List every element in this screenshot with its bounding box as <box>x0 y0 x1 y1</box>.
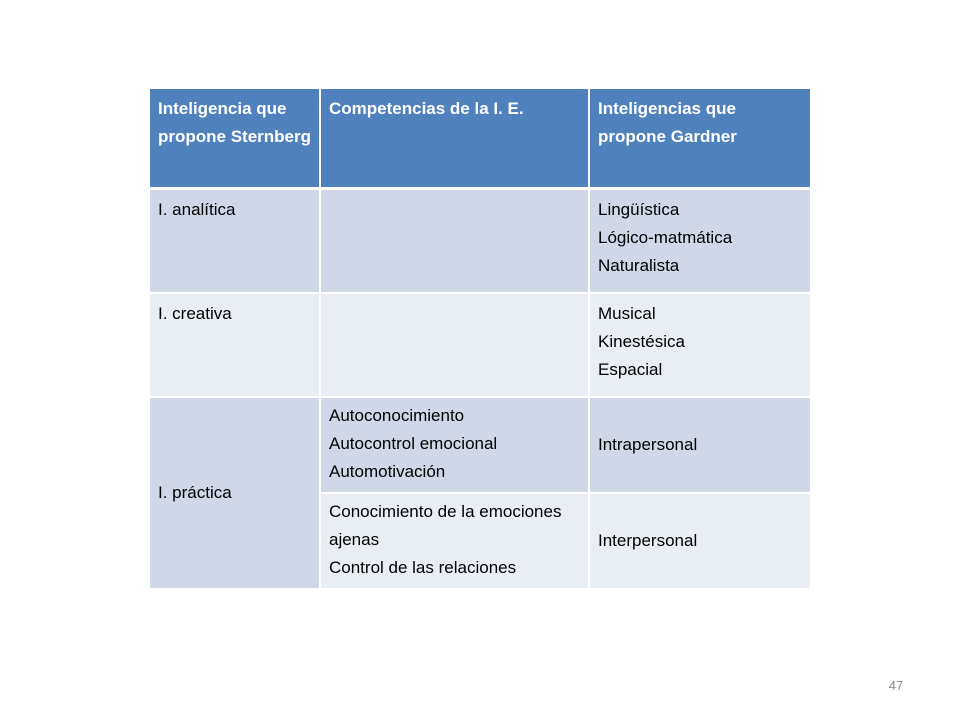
competencia-item: Autoconocimiento <box>329 406 465 425</box>
cell-gardner-interpersonal: Interpersonal <box>589 493 811 589</box>
gardner-item: Espacial <box>598 360 663 379</box>
competencia-item: Conocimiento de la emociones ajenas <box>329 502 562 549</box>
header-competencias: Competencias de la I. E. <box>320 88 589 189</box>
gardner-item: Lingüística <box>598 200 680 219</box>
cell-sternberg-analitica: I. analítica <box>149 189 320 294</box>
cell-sternberg-creativa: I. creativa <box>149 293 320 397</box>
cell-competencias-practica-2 <box>320 493 589 589</box>
competencia-item: Control de las relaciones <box>329 558 517 577</box>
cell-gardner-analitica <box>589 189 811 294</box>
cell-sternberg-practica: I. práctica <box>149 397 320 589</box>
header-gardner: Inteligencias que propone Gardner <box>589 88 811 189</box>
gardner-item: Kinestésica <box>598 332 685 351</box>
table-row-creativa <box>149 293 811 397</box>
cell-gardner-intrapersonal: Intrapersonal <box>589 397 811 493</box>
cell-gardner-creativa <box>589 293 811 397</box>
header-sternberg: Inteligencia que propone Sternberg <box>149 88 320 189</box>
gardner-item: Naturalista <box>598 256 680 275</box>
table-row-analitica <box>149 189 811 294</box>
gardner-item: Musical <box>598 304 656 323</box>
cell-competencias-creativa <box>320 293 589 397</box>
page-number: 47 <box>888 678 904 693</box>
header-row <box>149 88 811 189</box>
gardner-item: Lógico-matmática <box>598 228 733 247</box>
cell-competencias-practica-1 <box>320 397 589 493</box>
competencia-item: Automotivación <box>329 462 446 481</box>
table-row-practica-1 <box>149 397 811 493</box>
competencia-item: Autocontrol emocional <box>329 434 498 453</box>
comparison-table <box>148 87 812 590</box>
cell-competencias-analitica <box>320 189 589 294</box>
